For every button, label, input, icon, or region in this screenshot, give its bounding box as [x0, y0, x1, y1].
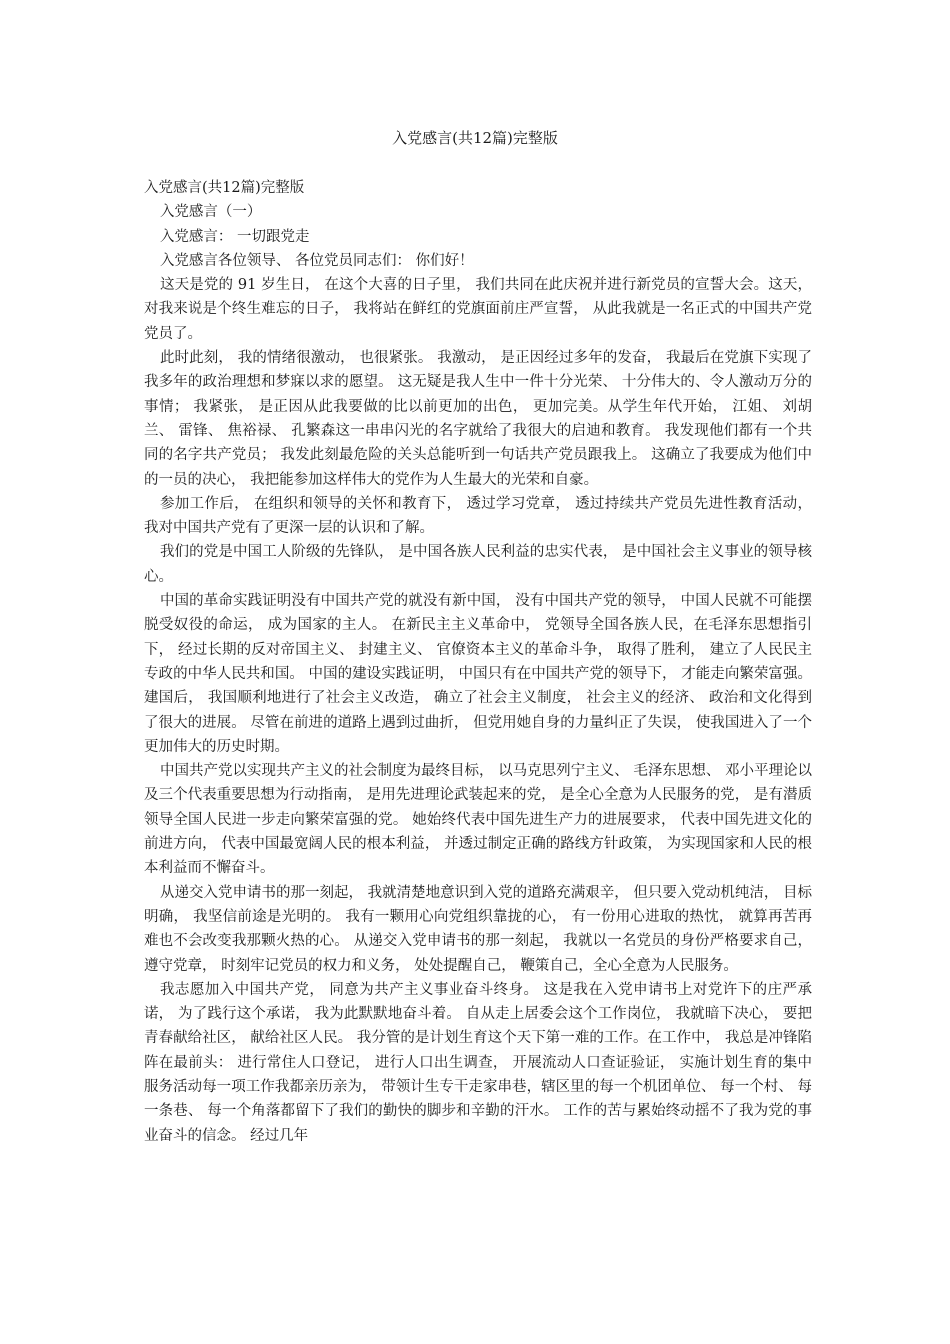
paragraph: 参加工作后， 在组织和领导的关怀和教育下， 透过学习党章， 透过持续共产党员先进性教育活动， 我对中国共产党有了更深一层的认识和了解。	[144, 495, 812, 537]
paragraph: 我们的党是中国工人阶级的先锋队， 是中国各族人民利益的忠实代表， 是中国社会主义事业的领导核心。	[144, 544, 812, 585]
document-heading: 入党感言(共12篇)完整版	[144, 180, 305, 196]
paragraph: 这天是党的 91 岁生日， 在这个大喜的日子里， 我们共同在此庆祝并进行新党员的宣誓大会。这天， 对我来说是个终生难忘的日子， 我将站在鲜红的党旗面前庄严宣誓， 从此我就是一名正式的中国共产党党员了。	[144, 277, 812, 342]
paragraph: 中国的革命实践证明没有中国共产党的就没有新中国， 没有中国共产党的领导， 中国人民就不可能摆脱受奴役的命运， 成为国家的主人。 在新民主主义革命中， 党领导全国各族人民，在毛泽东思想指引下， 经过长期的反对帝国主义、 封建主义、 官僚资本主义的革命斗争， 取得了胜利， 建立了人民民主专政的中华人民共和国。 中国的建设实践证明， 中国只有在中国共产党的领导下， 才能走向繁荣富强。 建国后， 我国顺利地进行了社会主义改造， 确立了社会主义制度， 社会主义的经济、 政治和文化得到了很大的进展。 尽管在前进的道路上遇到过曲折， 但党用她自身的力量纠正了失误， 使我国进入了一个更加伟大的历史时期。	[144, 593, 812, 755]
paragraph: 入党感言各位领导、 各位党员同志们： 你们好！	[159, 252, 474, 269]
paragraph: 入党感言： 一切跟党走	[159, 228, 310, 245]
paragraph: 我志愿加入中国共产党， 同意为共产主义事业奋斗终身。 这是我在入党申请书上对党许下的庄严承诺， 为了践行这个承诺， 我为此默默地奋斗着。 自从走上居委会这个工作岗位， 我就暗下决心， 要把青春献给社区， 献给社区人民。 我分管的是计划生育这个天下第一难的工作。在工作中， 我总是冲锋陷阵在最前头： 进行常住人口登记， 进行人口出生调查， 开展流动人口查证验证， 实施计划生育的集中服务活动每一项工作我都亲历亲为， 带领计生专干走家串巷，辖区里的每一个机团单位、 每一个村、 每一条巷、 每一个角落都留下了我们的勤快的脚步和辛勤的汗水。 工作的苦与累始终动摇不了我为党的事业奋斗的信念。 经过几年	[144, 981, 812, 1144]
paragraph: 入党感言（一）	[159, 204, 262, 221]
paragraph: 中国共产党以实现共产主义的社会制度为最终目标， 以马克思列宁主义、 毛泽东思想、 邓小平理论以及三个代表重要思想为行动指南， 是用先进理论武装起来的党， 是全心全意为人民服务的党， 是有潜质领导全国人民进一步走向繁荣富强的党。 她始终代表中国先进生产力的进展要求， 代表中国先进文化的前进方向， 代表中国最宽阔人民的根本利益， 并透过制定正确的路线方针政策， 为实现国家和人民的根本利益而不懈奋斗。	[144, 763, 812, 877]
paragraph: 此时此刻， 我的情绪很激动， 也很紧张。 我激动， 是正因经过多年的发奋， 我最后在党旗下实现了我多年的政治理想和梦寐以求的愿望。 这无疑是我人生中一件十分光荣、 十分伟大的、令人激动万分的事情； 我紧张， 是正因从此我要做的比以前更加的出色， 更加完美。从学生年代开始， 江姐、 刘胡兰、 雷锋、 焦裕禄、 孔繁森这一串串闪光的名字就给了我很大的启迪和教育。 我发现他们都有一个共同的名字共产党员； 我发此刻最危险的关头总能听到一句话共产党员跟我上。 这确立了我要成为他们中的一员的决心， 我把能参加这样伟大的党作为人生最大的光荣和自豪。	[144, 350, 812, 488]
document-title: 入党感言(共12篇)完整版	[392, 129, 558, 147]
document-body	[144, 176, 812, 1148]
paragraph: 从递交入党申请书的那一刻起， 我就清楚地意识到入党的道路充满艰辛， 但只要入党动机纯洁， 目标明确， 我坚信前途是光明的。 我有一颗用心向党组织靠拢的心， 有一份用心进取的热忱， 就算再苦再难也不会改变我那颗火热的心。 从递交入党申请书的那一刻起， 我就以一名党员的身份严格要求自己， 遵守党章， 时刻牢记党员的权力和义务， 处处提醒自己， 鞭策自己，全心全意为人民服务。	[144, 884, 812, 974]
